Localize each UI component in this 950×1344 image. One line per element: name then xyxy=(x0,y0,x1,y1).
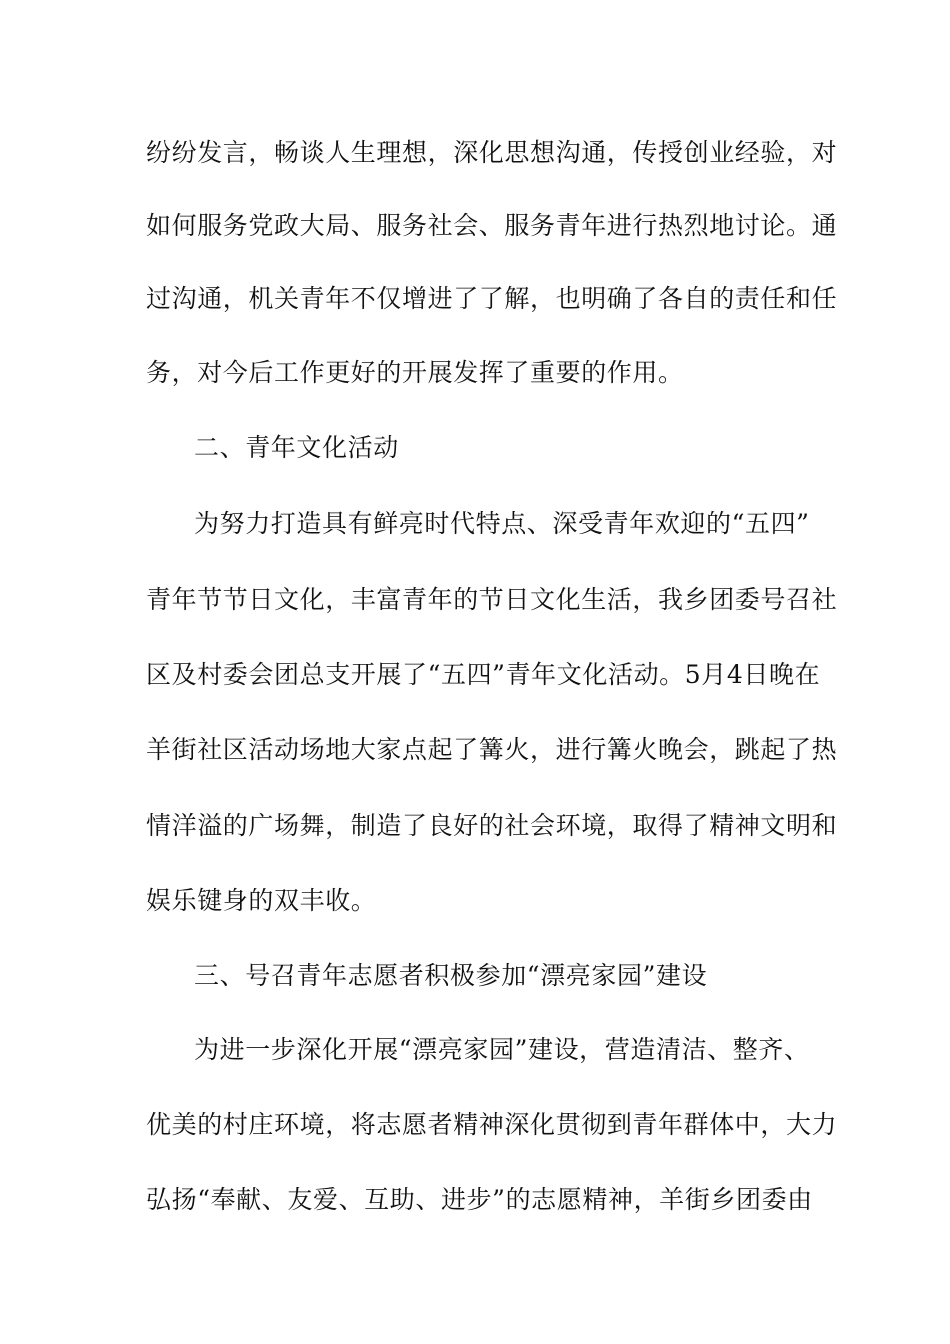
paragraph-line: 区及村委会团总支开展了“五四”青年文化活动。5月4日晚在 xyxy=(146,660,821,689)
paragraph-line: 娱乐键身的双丰收。 xyxy=(146,886,377,915)
paragraph-line: 情洋溢的广场舞，制造了良好的社会环境，取得了精神文明和 xyxy=(146,811,838,840)
paragraph-line: 如何服务党政大局、服务社会、服务青年进行热烈地讨论。通 xyxy=(146,211,838,240)
section-heading: 二、青年文化活动 xyxy=(194,433,399,462)
paragraph-line: 羊街社区活动场地大家点起了篝火，进行篝火晚会，跳起了热 xyxy=(146,735,838,764)
paragraph-line: 弘扬“奉献、友爱、互助、进步”的志愿精神，羊街乡团委由 xyxy=(146,1185,813,1214)
paragraph-line: 过沟通，机关青年不仅增进了了解，也明确了各自的责任和任 xyxy=(146,284,838,313)
paragraph-line: 为进一步深化开展“漂亮家园”建设，营造清洁、整齐、 xyxy=(194,1035,810,1064)
paragraph-line: 优美的村庄环境，将志愿者精神深化贯彻到青年群体中，大力 xyxy=(146,1110,838,1139)
paragraph-line: 青年节节日文化，丰富青年的节日文化生活，我乡团委号召社 xyxy=(146,585,838,614)
paragraph-line: 为努力打造具有鲜亮时代特点、深受青年欢迎的“五四” xyxy=(194,509,810,538)
paragraph-line: 务，对今后工作更好的开展发挥了重要的作用。 xyxy=(146,358,684,387)
section-heading: 三、号召青年志愿者积极参加“漂亮家园”建设 xyxy=(194,961,708,990)
paragraph-line: 纷纷发言，畅谈人生理想，深化思想沟通，传授创业经验，对 xyxy=(146,138,838,167)
